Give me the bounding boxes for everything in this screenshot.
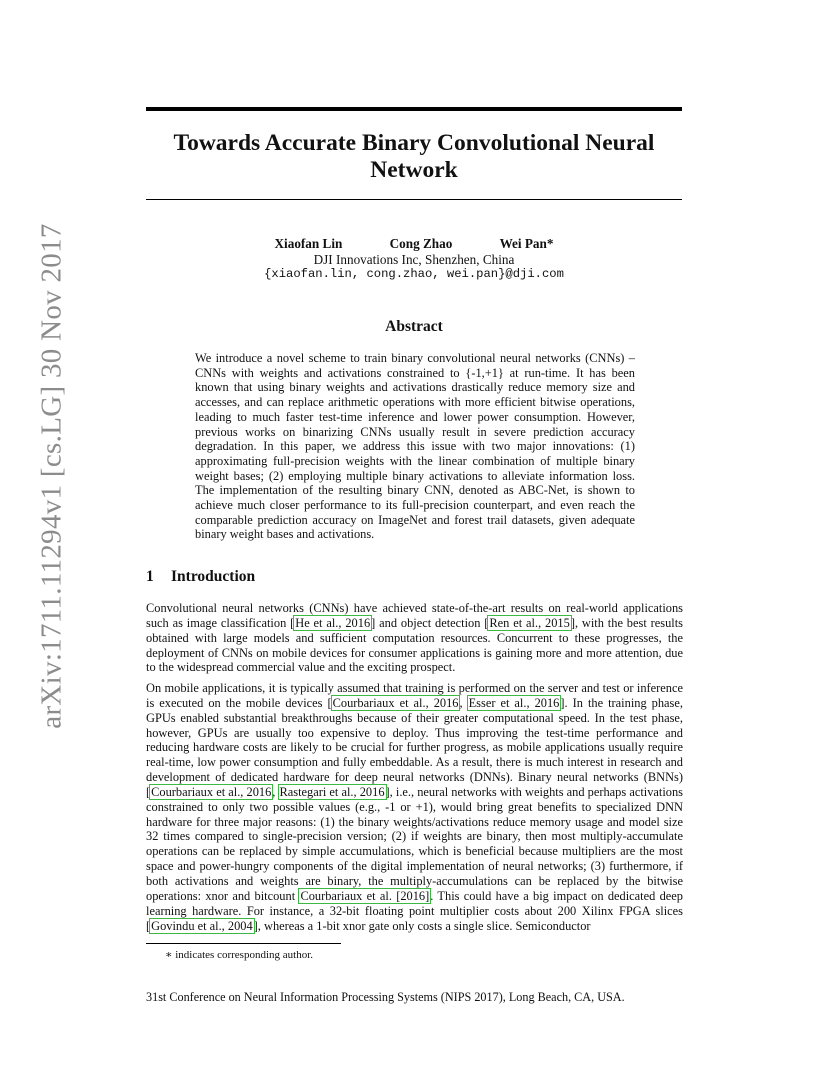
section-heading xyxy=(146,568,255,586)
arxiv-stamp-text: arXiv:1711.11294v1 [cs.LG] 30 Nov 2017 xyxy=(35,223,68,729)
citation-link[interactable]: Courbariaux et al., 2016 xyxy=(332,695,459,710)
paragraph-text: ]. In the training phase, GPUs enabled substantial breakthroughs because of their greater computational speed. In the test phase, however, GPUs are usually too expensive to deploy. Thus improving the test-time performance and reducing hardware costs are likely to be crucial for further progress, as mobile applications usually require real-time, low power consumption and fully embeddable. As a result, there is much interest in research and development of dedicated hardware for deep neural networks (DNNs). Binary neural networks (BNNs) [ xyxy=(146,695,683,799)
paragraph-text: On mobile applications, it is typically assumed that training is performed on the server and test or inference is executed on the mobile devices [ xyxy=(146,681,683,710)
citation-link[interactable]: Courbariaux et al. [2016] xyxy=(300,888,430,903)
footnote-rule xyxy=(146,943,341,944)
author-block xyxy=(146,236,682,283)
citation-link[interactable]: Ren et al., 2015 xyxy=(489,615,570,630)
citation-link[interactable]: Courbariaux et al., 2016 xyxy=(151,784,272,799)
paragraph-text: ], with the best results obtained with large models and sufficient computation resources. Concurrent to these progresses, the deployment of CNNs on mobile devices for consumer applications is gaining more and more attention, due to the widespread commercial value and the exciting prospect. xyxy=(146,615,683,675)
paragraph-text: , xyxy=(459,695,468,710)
abstract-text: We introduce a novel scheme to train binary convolutional neural networks (CNNs) – CNNs with weights and activations constrained to {-1,+1} at run-time. It has been known that using binary weights and activations drastically reduce memory size and accesses, and can replace arithmetic operations with more efficient bitwise operations, leading to much faster test-time inference and lower power consumption. However, previous works on binarizing CNNs usually result in severe prediction accuracy degradation. In this paper, we address this issue with two major innovations: (1) approximating full-precision weights with the linear combination of multiple binary weight bases; (2) employing multiple binary activations to alleviate information loss. The implementation of the resulting binary CNN, denoted as ABC-Net, is shown to achieve much closer performance to its full-precision counterpart, and even reach the comparable prediction accuracy on ImageNet and forest trail datasets, given adequate binary weight bases and activations. xyxy=(195,351,635,542)
paragraph-text: Convolutional neural networks (CNNs) have achieved state-of-the-art results on real-world applications such as image classification [ xyxy=(146,601,683,630)
citation-link[interactable]: Govindu et al., 2004 xyxy=(151,918,253,933)
section-number: 1 xyxy=(146,568,154,585)
author-name: Cong Zhao xyxy=(389,236,453,251)
intro-paragraph-2 xyxy=(146,681,683,933)
author-name: Xiaofan Lin xyxy=(274,236,343,251)
author-names xyxy=(146,236,682,252)
footnote: ∗ indicates corresponding author. xyxy=(165,949,313,961)
abstract-heading: Abstract xyxy=(385,318,443,335)
intro-paragraph-1 xyxy=(146,601,683,675)
author-name: Wei Pan* xyxy=(499,236,554,251)
paragraph-text: , xyxy=(272,784,279,799)
author-emails: {xiaofan.lin, cong.zhao, wei.pan}@dji.com xyxy=(264,267,564,281)
section-title: Introduction xyxy=(171,568,256,585)
title-rule-top xyxy=(146,107,682,111)
venue-line: 31st Conference on Neural Information Processing Systems (NIPS 2017), Long Beach, CA, USA. xyxy=(146,990,625,1004)
citation-link[interactable]: He et al., 2016 xyxy=(295,615,371,630)
paragraph-text: ] and object detection [ xyxy=(371,615,489,630)
paragraph-text: ], whereas a 1-bit xnor gate only costs a single slice. Semiconductor xyxy=(253,918,591,933)
title-rule-bottom xyxy=(146,199,682,200)
citation-link[interactable]: Rastegari et al., 2016 xyxy=(279,784,385,799)
citation-link[interactable]: Esser et al., 2016 xyxy=(468,695,560,710)
paragraph-text: ], i.e., neural networks with weights and perhaps activations constrained to only two possible values (e.g., -1 or +1), would bring great benefits to specialized DNN hardware for three major reasons: (1) the binary weights/activations reduce memory usage and model size 32 times compared to single-precision version; (2) if weights are binary, then most multiply-accumulate operations can be replaced by simple accumulations, which is beneficial because multipliers are the most space and power-hungry components of the digital implementation of neural networks; (3) furthermore, if both activations and weights are binary, the multiply-accumulations can be replaced by the bitwise operations: xnor and bitcount xyxy=(146,784,683,903)
affiliation: DJI Innovations Inc, Shenzhen, China xyxy=(313,251,515,267)
paper-title: Towards Accurate Binary Convolutional Neural Network xyxy=(173,130,655,183)
paragraph-text: . This could have a big impact on dedicated deep learning hardware. For instance, a 32-bit floating point multiplier costs about 200 Xilinx FPGA slices [ xyxy=(146,888,683,933)
